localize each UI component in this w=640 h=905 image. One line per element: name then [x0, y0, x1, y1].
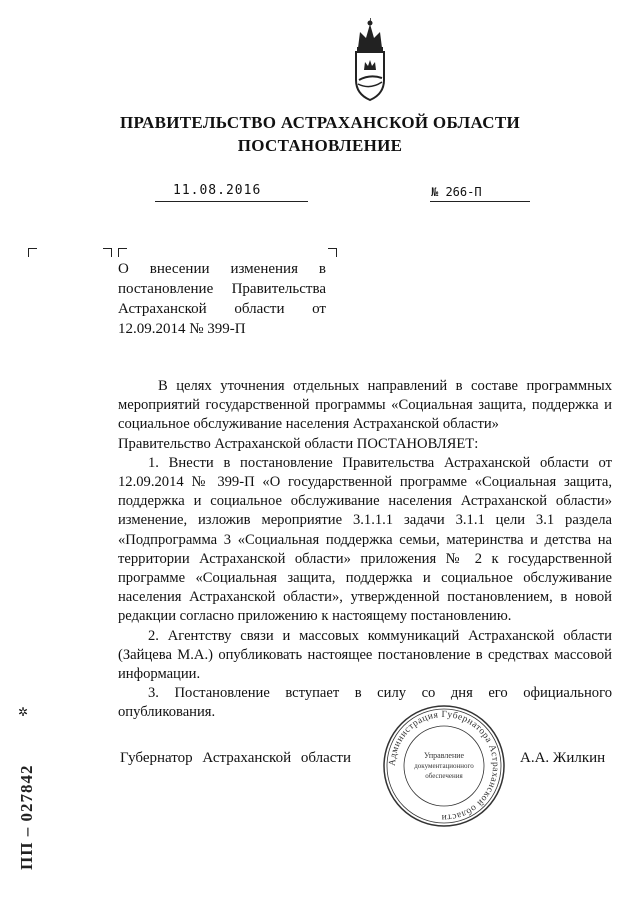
number-underline [430, 201, 530, 202]
signatory-position: Губернатор Астраханской области [120, 750, 352, 766]
corner-mark [28, 248, 37, 257]
official-seal [381, 703, 507, 829]
decree-line: Правительство Астраханской области ПОСТАНОВЛЯЕТ: [118, 435, 479, 452]
body-item: 1. Внести в постановление Правительства Астраханской области от 12.09.2014 № 399-П «О государственной программе «Социальная защита, поддержка и социальное обслуживание населения Астраханской области» изменение, изложив мероприятие 3.1.1.1 задачи 3.1.1 цели 3.1 раздела «Подпрограмма 3 «Социальная поддержка семьи, материнства и детства на территории Астраханской области» приложения № 2 к государственной программе «Социальная защита, поддержка и социальное обслуживание населения Астраханской области», утвержденной постановлением, в новой редакции согласно приложению к настоящему постановлению. [118, 454, 612, 625]
seal-center-text: Управление [423, 751, 465, 760]
body-item: 3. Постановление вступает в силу со дня его официального опубликования. [118, 685, 612, 721]
organization-title: ПРАВИТЕЛЬСТВО АСТРАХАНСКОЙ ОБЛАСТИ [120, 113, 520, 132]
serial-code-text: ПП – 027842 [17, 764, 36, 870]
seal-center-text: документационного [414, 762, 474, 770]
seal-ring-text: Администрация Губернатора Астраханской области [387, 709, 501, 823]
date-underline [155, 201, 308, 202]
document-type: ПОСТАНОВЛЕНИЕ [237, 136, 403, 155]
document-subject: О внесении изменения в постановление Правительства Астраханской области от 12.09.2014 № 399-П [118, 261, 326, 337]
ornament-icon: ✲ [18, 705, 29, 719]
intro-paragraph: В целях уточнения отдельных направлений в составе программных мероприятий государственной программы «Социальная защита, поддержка и социальное обслуживание населения Астраханской области» [118, 378, 612, 433]
corner-mark [118, 248, 127, 257]
corner-mark [103, 248, 112, 257]
side-serial-code [10, 720, 40, 870]
corner-mark [328, 248, 337, 257]
seal-center-text: обеспечения [425, 772, 463, 780]
document-number: № 266-П [431, 185, 482, 199]
coat-of-arms-emblem [340, 18, 400, 104]
signatory-name: А.А. Жилкин [520, 750, 606, 766]
document-date: 11.08.2016 [173, 183, 262, 198]
body-item: 2. Агентству связи и массовых коммуникаций Астраханской области (Зайцева М.А.) опубликовать настоящее постановление в средствах массовой информации. [118, 627, 612, 683]
document-body [118, 377, 612, 723]
